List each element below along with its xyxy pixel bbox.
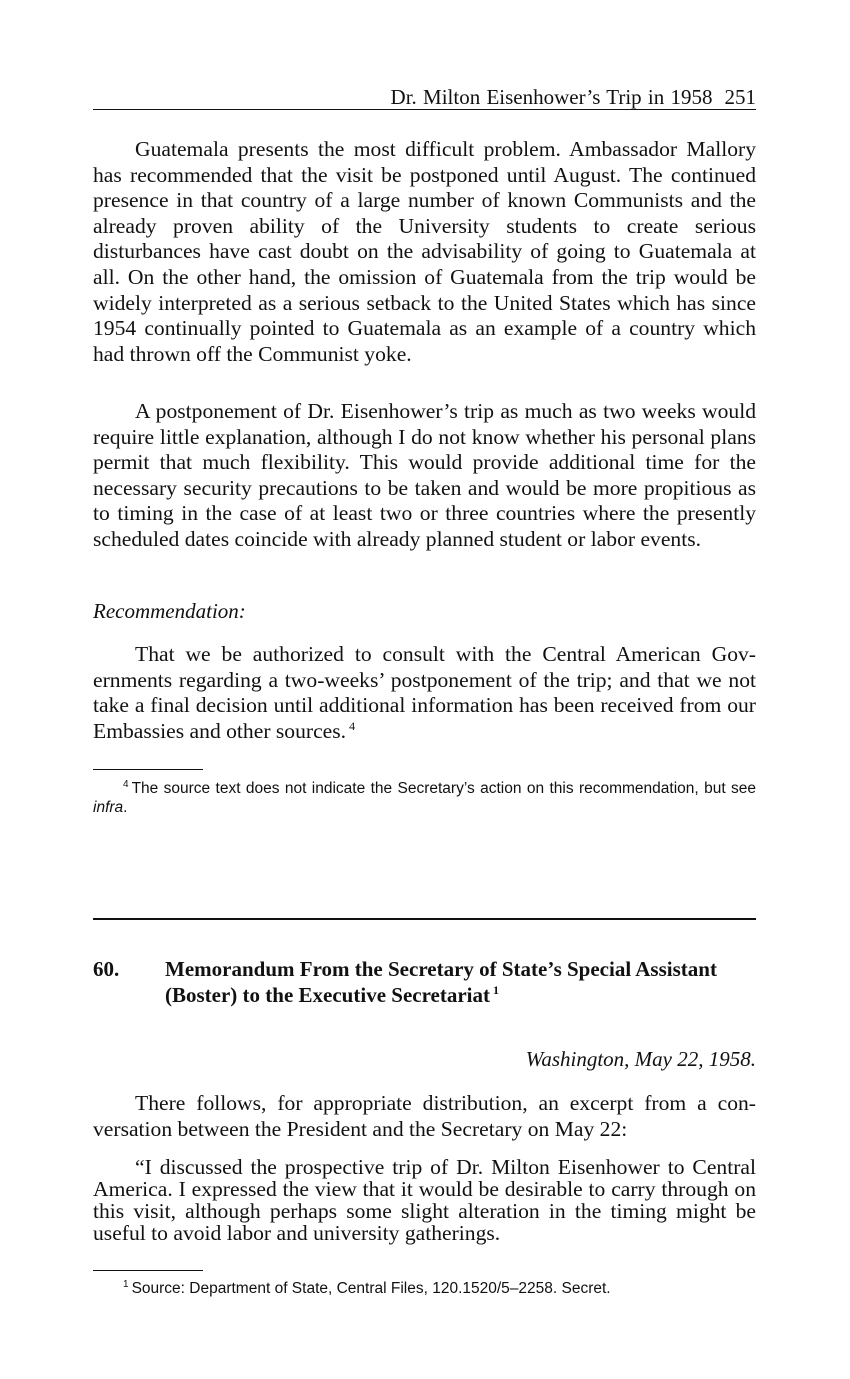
header-rule bbox=[93, 109, 756, 110]
document-title bbox=[165, 956, 725, 1008]
document-page bbox=[93, 0, 756, 1379]
recommendation-text: That we be authorized to consult with the Central American Governments regarding a two-weeks’ postponement of the trip; and that we not take a final decision until additional information has been received from our Embassies and other sources. bbox=[93, 642, 756, 743]
footnote-4-end: . bbox=[123, 799, 128, 816]
running-title: Dr. Milton Eisenhower’s Trip in 1958 bbox=[390, 85, 713, 109]
intro-block bbox=[93, 1091, 756, 1142]
dateline: Washington, May 22, 1958. bbox=[525, 1047, 756, 1071]
recommendation-heading: Recommendation: bbox=[93, 599, 246, 623]
quote-paragraph: “I discussed the prospective trip of Dr. Milton Eisenhower to Central America. I expressed the view that it would be desirable to carry through on this visit, although perhaps some slight alteration in the timing might be useful to avoid labor and university gatherings. bbox=[93, 1155, 756, 1245]
quote-block bbox=[93, 1156, 756, 1244]
paragraph-postponement-block bbox=[93, 399, 756, 553]
footnote-4 bbox=[93, 779, 756, 817]
footnote-1-text: Source: Department of State, Central Files, 120.1520/5–2258. Secret. bbox=[131, 1280, 611, 1297]
footnote-4-marker: 4 bbox=[123, 778, 129, 790]
paragraph-guatemala-block bbox=[93, 137, 756, 367]
footnote-4-italic: infra bbox=[93, 799, 124, 816]
running-head bbox=[93, 84, 756, 110]
section-divider bbox=[93, 918, 756, 920]
document-title-text: Memorandum From the Secretary of State’s Special Assistant (Boster) to the Executive Secretariat bbox=[165, 957, 717, 1007]
footnote-4-paragraph bbox=[93, 779, 756, 817]
recommendation-block bbox=[93, 642, 756, 744]
footnote-1-marker: 1 bbox=[123, 1278, 129, 1290]
page-number: 251 bbox=[724, 85, 756, 109]
footnote-1 bbox=[93, 1279, 756, 1298]
footnote-rule-2 bbox=[93, 1270, 203, 1271]
footnote-1-paragraph bbox=[93, 1279, 756, 1298]
recommendation-paragraph bbox=[93, 642, 756, 744]
footnote-ref-1: 1 bbox=[493, 983, 499, 997]
footnote-4-text: The source text does not indicate the Secretary’s action on this recommendation, but see bbox=[131, 780, 756, 797]
paragraph-guatemala: Guatemala presents the most difficult problem. Ambassador Mallory has recommended that the visit be postponed until August. The continued presence in that country of a large number of known Communists and the already proven ability of the University students to create serious disturbances have cast doubt on the advisability of going to Guatemala at all. On the other hand, the omission of Guatemala from the trip would be widely interpreted as a serious setback to the United States which has since 1954 continually pointed to Guatemala as an example of a country which had thrown off the Communist yoke. bbox=[93, 137, 756, 366]
footnote-ref-4: 4 bbox=[349, 718, 356, 733]
document-number: 60. bbox=[93, 957, 120, 981]
footnote-rule bbox=[93, 769, 203, 770]
intro-paragraph: There follows, for appropriate distribution, an excerpt from a conversation between the President and the Secretary on May 22: bbox=[93, 1091, 756, 1141]
paragraph-postponement: A postponement of Dr. Eisenhower’s trip as much as two weeks would require little explanation, although I do not know whether his personal plans permit that much flexibility. This would provide additional time for the necessary security precautions to be taken and would be more propitious as to timing in the case of at least two or three countries where the presently scheduled dates coincide with already planned student or labor events. bbox=[93, 399, 756, 551]
